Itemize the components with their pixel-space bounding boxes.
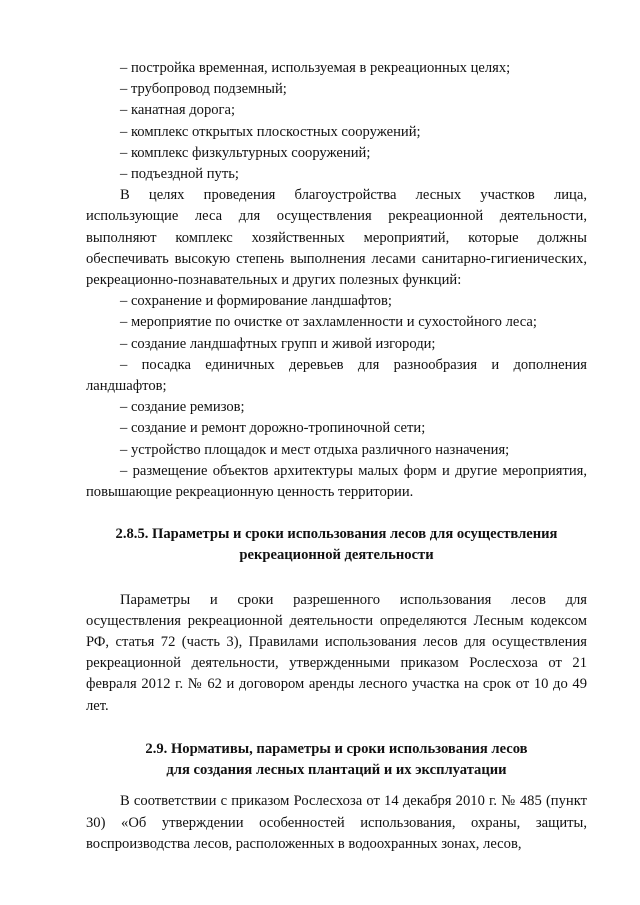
recreation-terms-paragraph: Параметры и сроки разрешенного использования лесов для осуществления рекреационной деятельности определяются Лесным кодексом РФ, статья 72 (часть 3), Правилами использования лесов для осуществления рекреационной деятельности, утвержденными приказом Рослесхоза от 21 февраля 2012 г. № 62 и договором аренды лесного участка на срок от 10 до 49 лет. xyxy=(86,591,587,714)
section-heading-2-9 xyxy=(86,739,587,781)
list-item: – посадка единичных деревьев для разнообразия и дополнения ландшафтов; xyxy=(86,356,587,395)
plantations-paragraph: В соответствии с приказом Рослесхоза от 14 декабря 2010 г. № 485 (пункт 30) «Об утверждении особенностей использования, охраны, защиты, воспроизводства лесов, расположенных в водоохранных зонах, лесов, xyxy=(86,793,587,852)
list-item: – создание ремизов; xyxy=(120,399,245,416)
measures-list xyxy=(86,291,587,503)
spacer xyxy=(86,717,587,739)
list-item: – сохранение и формирование ландшафтов; xyxy=(120,293,392,310)
list-item: – постройка временная, используемая в рекреационных целях; xyxy=(120,60,511,76)
list-item: – создание и ремонт дорожно-тропиночной сети; xyxy=(120,420,426,437)
list-item: – комплекс физкультурных сооружений; xyxy=(120,144,371,161)
list-item: – подъездной путь; xyxy=(120,166,239,183)
section-heading-2-8-5 xyxy=(86,524,587,566)
heading-line: рекреационной деятельности xyxy=(239,547,434,564)
heading-line: 2.9. Нормативы, параметры и сроки использования лесов xyxy=(145,740,528,757)
improvement-paragraph: В целях проведения благоустройства лесных участков лица, использующие леса для осуществления рекреационной деятельности, выполняют комплекс хозяйственных мероприятий, которые должны обеспечивать высокую степень выполнения лесами санитарно-гигиенических, рекреационно-познавательных и других полезных функций: xyxy=(86,187,587,289)
list-item: – комплекс открытых плоскостных сооружений; xyxy=(120,123,421,140)
list-item: – трубопровод подземный; xyxy=(120,81,287,98)
spacer xyxy=(86,567,587,590)
list-item: – размещение объектов архитектуры малых форм и другие мероприятия, повышающие рекреационную ценность территории. xyxy=(86,462,587,501)
structures-list xyxy=(86,58,587,185)
list-item: – создание ландшафтных групп и живой изгороди; xyxy=(120,335,436,352)
list-item: – устройство площадок и мест отдыха различного назначения; xyxy=(120,441,510,458)
list-item: – канатная дорога; xyxy=(120,102,236,119)
spacer xyxy=(86,781,587,791)
heading-line: для создания лесных плантаций и их эксплуатации xyxy=(166,762,507,779)
list-item: – мероприятие по очистке от захламленности и сухостойного леса; xyxy=(120,314,537,331)
heading-line: 2.8.5. Параметры и сроки использования лесов для осуществления xyxy=(115,526,558,543)
spacer xyxy=(86,503,587,524)
